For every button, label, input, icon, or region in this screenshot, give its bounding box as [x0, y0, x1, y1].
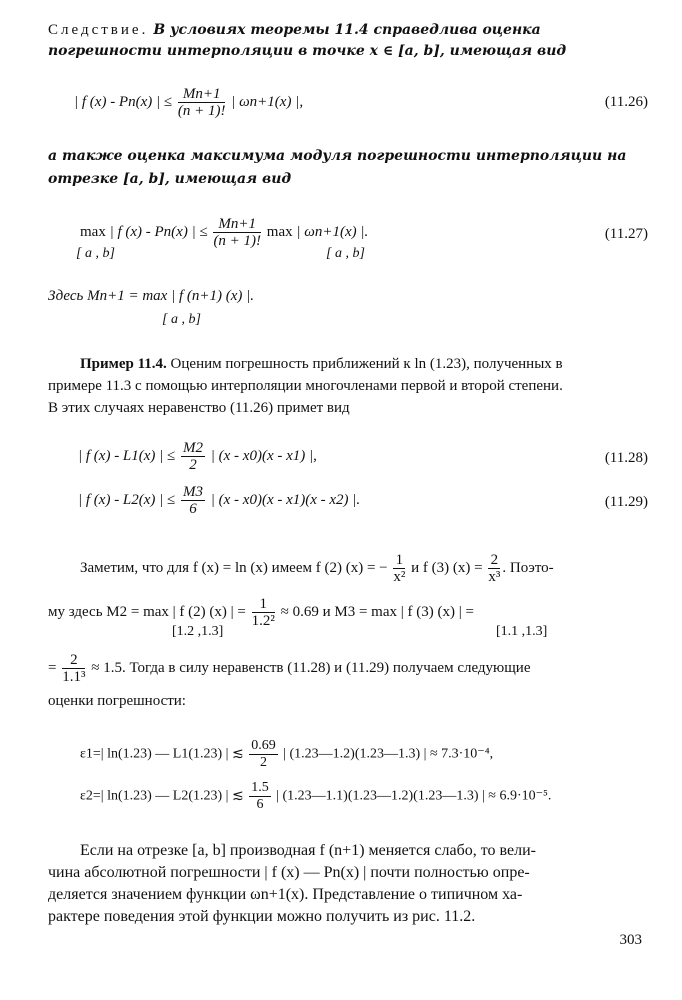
note-frac2-den: x³	[488, 569, 501, 585]
eq1127-sub-2: [ a , b]	[326, 246, 365, 261]
eq1129-lhs: | f (x) - L2(x) | ≤	[78, 491, 176, 508]
final-line-1: Если на отрезке [a, b] производная f (n+1) меняется слабо, то вели-	[80, 842, 536, 859]
eq-number-11-28: (11.28)	[604, 450, 648, 466]
note-line1a: Заметим, что для f (x) = ln (x) имеем f (2) (x) = −	[80, 559, 388, 576]
also-line-1: а также оценка максимума модуля погрешности интерполяции на	[48, 148, 627, 164]
eq1129-rhs: | (x - x0)(x - x1)(x - x2) |.	[210, 491, 361, 508]
equation-11-27	[80, 216, 368, 249]
note-frac1-num: 1	[393, 552, 405, 569]
note-line-3	[48, 652, 531, 685]
err1-den: 2	[259, 755, 267, 770]
final-line-2: чина абсолютной погрешности | f (x) — Pn(x) | почти полностью опре-	[48, 864, 530, 881]
note-line1c: . Поэто-	[502, 559, 554, 576]
eq1129-num: M3	[183, 484, 204, 500]
eq1128-den: 2	[189, 457, 197, 473]
eq1127-rhs: | ωn+1(x) |.	[296, 223, 369, 240]
note-sub-2: [1.1 ,1.3]	[496, 624, 548, 639]
note-frac3-num: 1	[252, 596, 275, 613]
err2-rhs: | (1.23—1.1)(1.23—1.2)(1.23—1.3) | ≈ 6.9·10⁻⁵.	[276, 788, 552, 804]
note-frac4-den: 1.1³	[62, 669, 86, 685]
also-line-2: отрезке [a, b], имеющая вид	[48, 171, 292, 187]
example-line-1	[80, 355, 563, 373]
eq-number-11-27: (11.27)	[604, 226, 648, 242]
note-frac4-num: 2	[62, 652, 85, 669]
note-line2b: ≈ 0.69 и M3 = max | f (3) (x) | =	[280, 603, 474, 620]
note-line3b: ≈ 1.5. Тогда в силу неравенств (11.28) и (11.29) получаем следующие	[91, 659, 531, 676]
final-line-3: деляется значением функции ωn+1(x). Представление о типичном ха-	[48, 886, 523, 903]
corollary-label: Следствие.	[48, 22, 149, 38]
err2-num: 1.5	[251, 780, 269, 795]
note-line2a: му здесь M2 = max | f (2) (x) | =	[48, 603, 246, 620]
here-line: Здесь Mn+1 = max | f (n+1) (x) |.	[48, 288, 254, 304]
here-sub: [ a , b]	[162, 312, 201, 327]
example-label: Пример 11.4.	[80, 356, 167, 372]
note-frac3-den: 1.2²	[251, 613, 275, 629]
corollary-line-2: погрешности интерполяции в точке x ∈ [a, b], имеющая вид	[48, 43, 567, 59]
equation-11-26	[74, 86, 303, 119]
eq-number-11-29: (11.29)	[604, 494, 648, 510]
page-number: 303	[619, 932, 642, 948]
eq1127-sub-1: [ a , b]	[76, 246, 115, 261]
eq1127-num: Mn+1	[213, 216, 261, 233]
equation-11-28	[78, 440, 317, 473]
eq1128-num: M2	[183, 440, 204, 456]
eq1127-lhs: | f (x) - Pn(x) | ≤	[109, 223, 208, 240]
eq1126-rhs: | ωn+1(x) |,	[231, 93, 304, 110]
note-frac1-den: x²	[393, 569, 406, 585]
eq1126-lhs: | f (x) - Pn(x) | ≤	[74, 93, 173, 110]
note-line-4: оценки погрешности:	[48, 693, 186, 709]
eq1129-den: 6	[189, 501, 197, 517]
note-line1b: и f (3) (x) =	[411, 559, 483, 576]
example-line-2: примере 11.3 с помощью интерполяции многочленами первой и второй степени.	[48, 378, 563, 394]
note-sub-1: [1.2 ,1.3]	[172, 624, 224, 639]
eq1127-den: (n + 1)!	[213, 233, 262, 249]
eq1127-max2: max	[266, 223, 293, 240]
note-line-1	[80, 552, 554, 585]
corollary-text-1: В условиях теоремы 11.4 справедлива оценка	[153, 22, 541, 38]
eq1127-max1: max	[80, 223, 106, 240]
eq1128-lhs: | f (x) - L1(x) | ≤	[78, 447, 176, 464]
note-line3a: =	[48, 659, 57, 676]
err1-rhs: | (1.23—1.2)(1.23—1.3) | ≈ 7.3·10⁻⁴,	[283, 746, 494, 762]
eq1128-rhs: | (x - x0)(x - x1) |,	[210, 447, 317, 464]
eq-number-11-26: (11.26)	[604, 94, 648, 110]
corollary-line-1	[48, 20, 541, 39]
example-text-1: Оценим погрешность приближений к ln (1.23), полученных в	[166, 356, 563, 372]
eq1126-num: Mn+1	[178, 86, 226, 103]
final-line-4: рактере поведения этой функции можно получить из рис. 11.2.	[48, 908, 476, 925]
example-line-3: В этих случаях неравенство (11.26) примет вид	[48, 400, 350, 416]
note-frac2-num: 2	[488, 552, 500, 569]
err1-num: 0.69	[251, 738, 276, 753]
note-line-2	[48, 596, 474, 629]
equation-11-29	[78, 484, 360, 517]
eq1126-den: (n + 1)!	[177, 103, 226, 119]
error-estimate-1	[80, 738, 493, 771]
error-estimate-2	[80, 780, 551, 813]
err2-den: 6	[256, 797, 264, 812]
err2-lhs: ε2=| ln(1.23) — L2(1.23) | ≲	[80, 788, 244, 804]
err1-lhs: ε1=| ln(1.23) — L1(1.23) | ≲	[80, 746, 244, 762]
